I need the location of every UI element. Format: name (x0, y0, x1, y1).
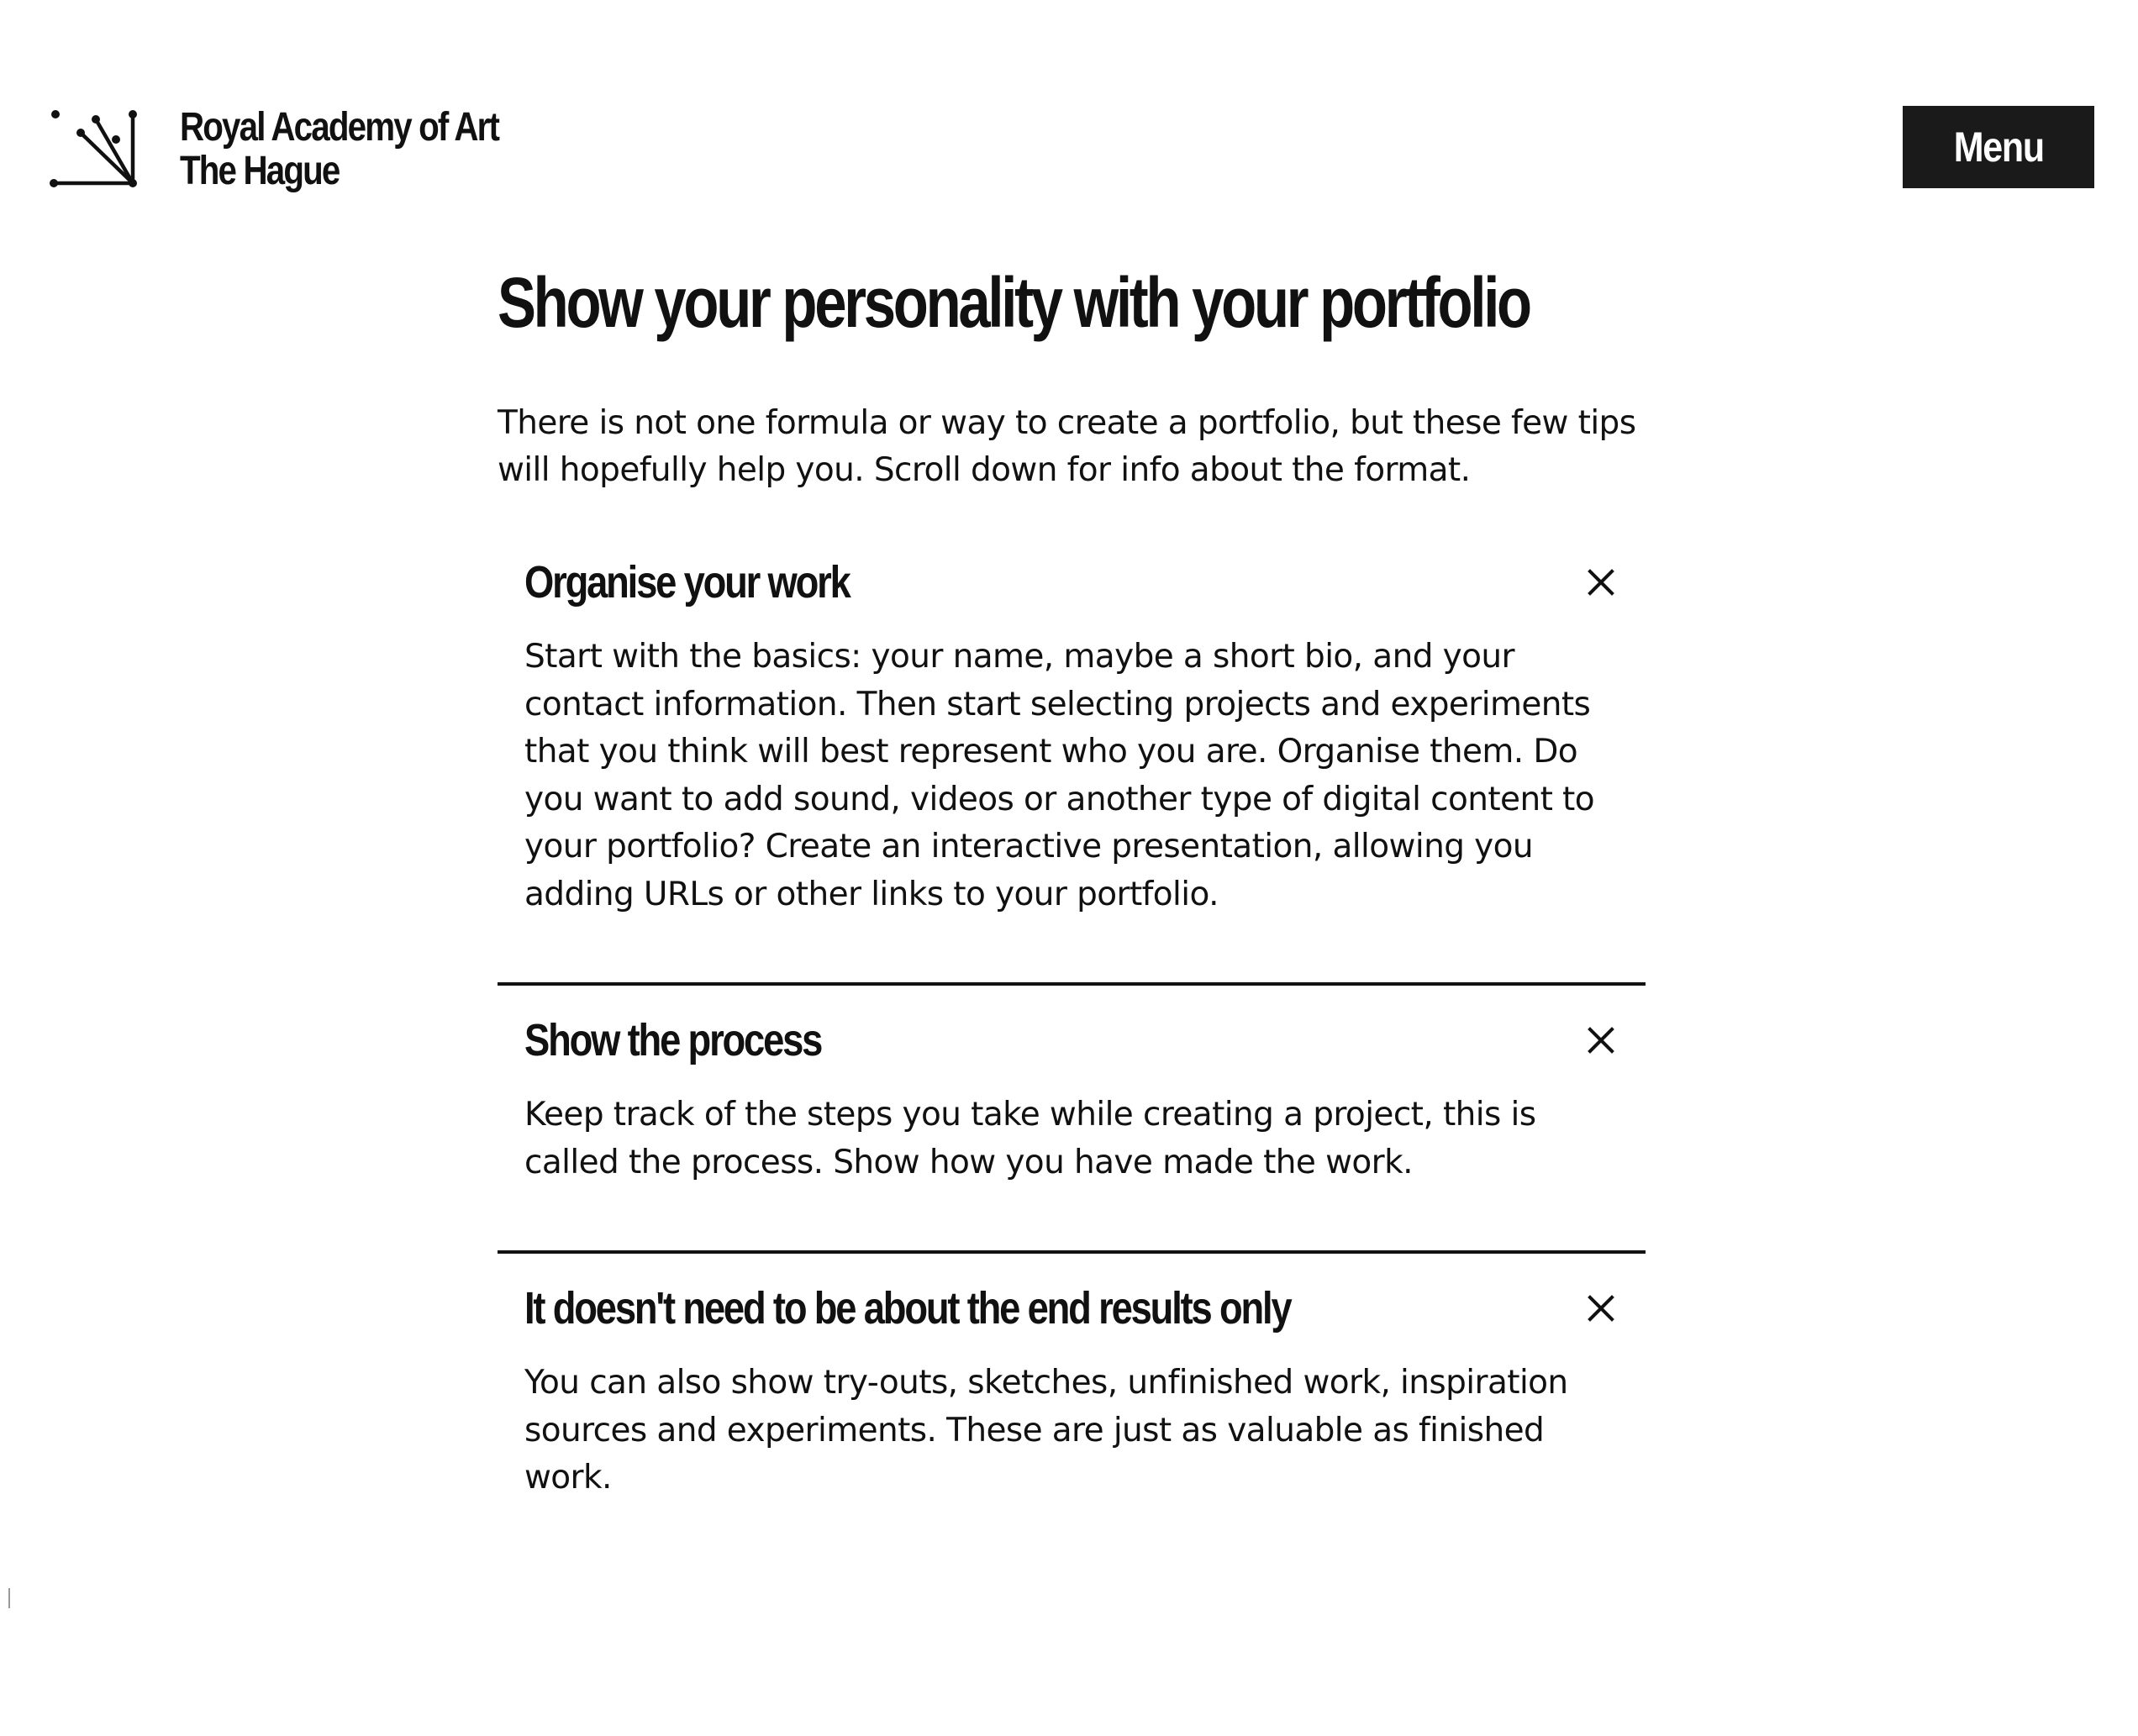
accordion-body (498, 1360, 1646, 1536)
academy-logo-icon (49, 104, 141, 197)
tips-accordion (498, 528, 1646, 1536)
logo-wordmark (180, 106, 498, 193)
intro-text: There is not one formula or way to create a portfolio, but these few tips will hopefully help you. Scroll down for info about the format. (498, 404, 1636, 489)
accordion-item (498, 528, 1646, 986)
accordion-header-organise[interactable] (498, 528, 1646, 634)
accordion-title: Show the process (524, 1015, 822, 1065)
menu-button-label: Menu (1953, 124, 2044, 171)
accordion-body (498, 1092, 1646, 1250)
accordion-item (498, 1254, 1646, 1536)
close-icon[interactable] (1580, 561, 1622, 603)
accordion-header-end-results[interactable] (498, 1254, 1646, 1360)
accordion-body-text: Start with the basics: your name, maybe a short bio, and your contact information. Then start selecting projects and experiments that you think will best represent who you are. Organise them. Do you want to add sound, videos or another type of digital content to your portfolio? Create an interactive presentation, allowing you adding URLs or other links to your portfolio. (524, 638, 1595, 913)
accordion-title: Organise your work (524, 557, 850, 608)
page-title: Show your personality with your portfolio (498, 263, 1530, 342)
accordion-body-text: You can also show try-outs, sketches, unfinished work, inspiration sources and experiments. These are just as valuable as finished work. (524, 1364, 1568, 1497)
accordion-title: It doesn't need to be about the end results only (524, 1283, 1291, 1334)
logo-line-1: Royal Academy of Art (180, 105, 499, 150)
accordion-body-text: Keep track of the steps you take while creating a project, this is called the process. Show how you have made the work. (524, 1096, 1536, 1181)
close-icon[interactable] (1580, 1287, 1622, 1329)
logo-line-2: The Hague (180, 149, 340, 193)
site-logo-link[interactable] (49, 104, 559, 197)
accordion-header-process[interactable] (498, 986, 1646, 1092)
scroll-indicator (8, 1588, 10, 1608)
site-header (0, 0, 2138, 218)
main-content (498, 260, 1646, 1536)
accordion-item (498, 986, 1646, 1254)
close-icon[interactable] (1580, 1019, 1622, 1061)
accordion-body (498, 634, 1646, 982)
menu-button[interactable] (1903, 106, 2094, 188)
